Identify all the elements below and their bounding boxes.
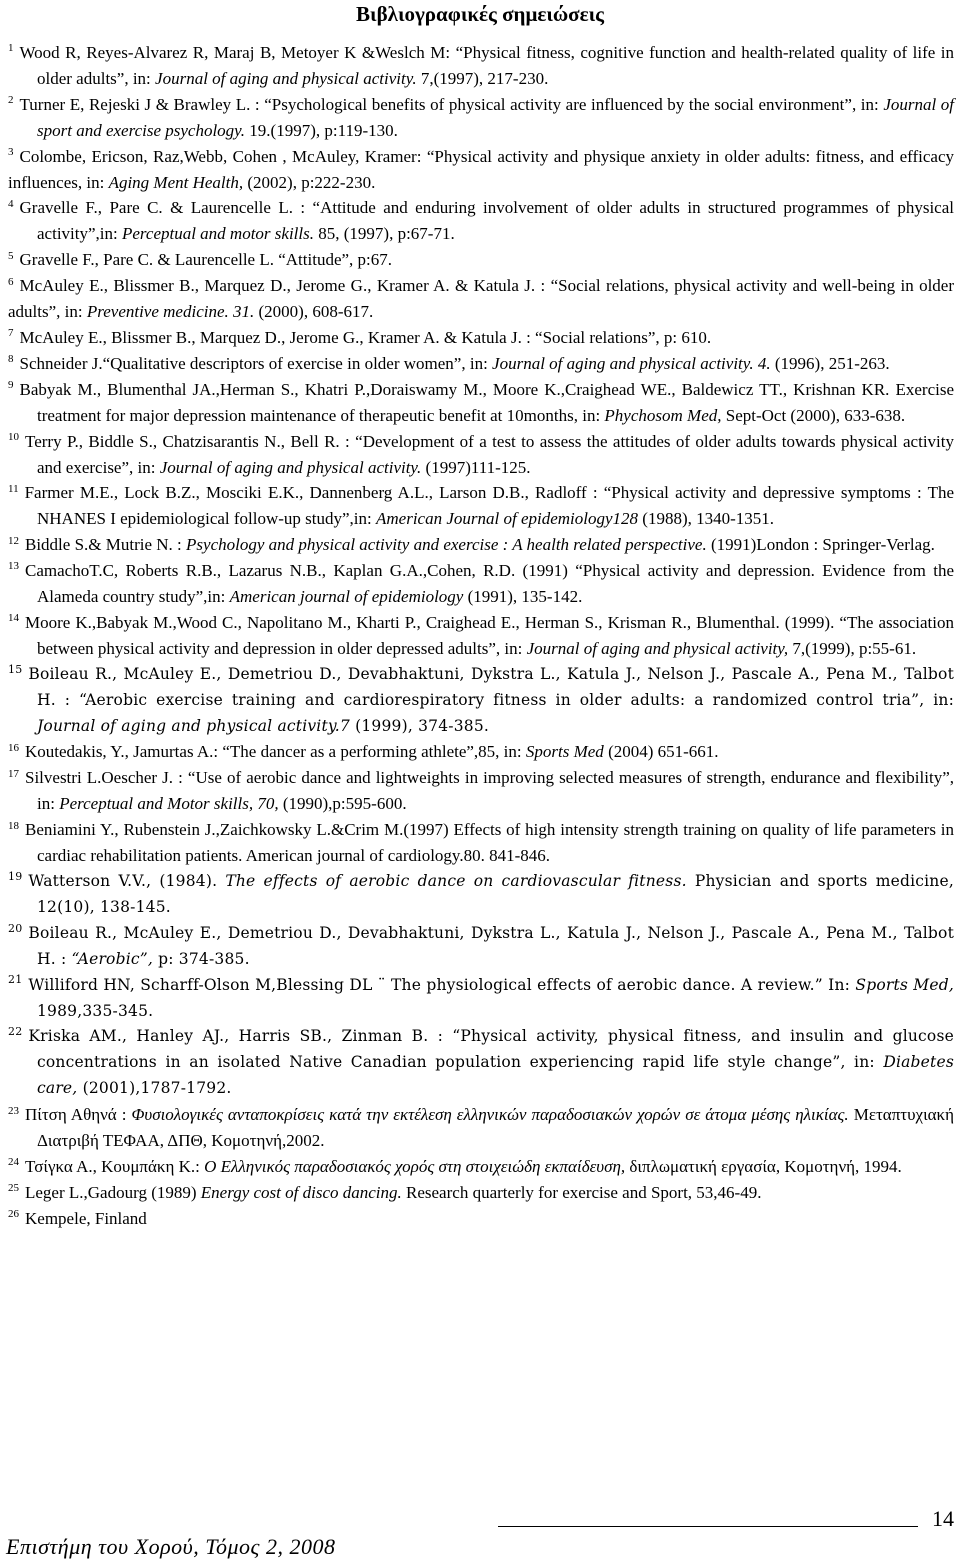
reference-item: [8, 40, 954, 92]
reference-source: “Aerobic”,: [71, 949, 153, 968]
reference-source: Aging Ment Health,: [108, 172, 244, 192]
reference-number: 26: [8, 1208, 19, 1221]
reference-item: [8, 921, 954, 973]
reference-text: Koutedakis, Y., Jamurtas A.: “The dancer as a performing athlete”,85, in:: [25, 742, 522, 762]
reference-text: Beniamini Y., Rubenstein J.,Zaichkowsky L.&Crim M.(1997) Effects of high intensity strength training on quality of life parameters in cardiac rehabilitation patients. American journal of cardiology.80. 841-846.: [25, 820, 954, 866]
reference-number: 1: [8, 42, 14, 55]
reference-source: Perceptual and motor skills.: [121, 224, 314, 244]
reference-details: 1989,335-345.: [37, 1001, 154, 1020]
reference-text: Turner E, Rejeski J & Brawley L. : “Psychological benefits of physical activity are influenced by the social environment”, in:: [19, 94, 879, 114]
page-number: 14: [932, 1506, 954, 1531]
reference-number: 9: [8, 379, 14, 392]
reference-number: 16: [8, 741, 19, 754]
reference-item: [8, 1102, 954, 1154]
reference-source: Sports Med,: [855, 975, 954, 994]
reference-details: 85, (1997), p:67-71.: [318, 224, 455, 244]
reference-source: Journal of aging and physical activity.: [159, 457, 422, 477]
reference-number: 21: [8, 973, 23, 987]
reference-details: (1999), 374-385.: [355, 716, 490, 735]
reference-text: Gravelle F., Pare C. & Laurencelle L. “Attitude”, p:67.: [19, 250, 393, 270]
reference-details: p: 374-385.: [158, 949, 250, 968]
reference-text: Boileau R., McAuley E., Demetriou D., Devabhaktuni, Dykstra L., Katula J., Nelson J., Pascale A., Pena M., Talbot H. : “Aerobic exercise training and cardiorespiratory fitness in older adults: a randomized control tria”, in:: [28, 664, 954, 709]
reference-number: 11: [8, 482, 19, 495]
reference-item: [8, 325, 954, 351]
reference-details: (2000), 608-617.: [258, 302, 374, 322]
reference-text: Kriska AM., Hanley AJ., Harris SB., Zinman B. : “Physical activity, physical fitness, and insulin and glucose concentrations in an isolated Native Canadian population experiencing rapid life style change”, in:: [28, 1027, 954, 1072]
reference-source: Preventive medicine. 31.: [86, 302, 255, 322]
reference-source: Perceptual and Motor skills, 70,: [59, 794, 279, 814]
reference-text: McAuley E., Blissmer B., Marquez D., Jerome G., Kramer A. & Katula J. : “Social relations”, p: 610.: [19, 327, 712, 347]
reference-item: [8, 92, 954, 144]
reference-details: 19.(1997), p:119-130.: [249, 120, 398, 140]
reference-text: McAuley E., Blissmer B., Marquez D., Jerome G., Kramer A. & Katula J. : “Social relations, physical activity and well-being in older adults”, in:: [8, 276, 954, 322]
reference-source: Journal of aging and physical activity. 4.: [492, 353, 771, 373]
reference-number: 18: [8, 819, 19, 832]
reference-item: [8, 532, 954, 558]
reference-text: Wood R, Reyes-Alvarez R, Maraj B, Metoyer K &Weslch M: “Physical fitness, cognitive function and health-related quality of life in older adults”, in:: [19, 43, 954, 88]
reference-text: Silvestri L.Oescher J. : “Use of aerobic dance and lightweights in improving selected measures of strength, endurance and flexibility”, in:: [25, 768, 954, 814]
reference-text: Moore K.,Babyak M.,Wood C., Napolitano M., Kharti P., Craighead E., Herman S., Krisman R., Blumenthal. (1999). “The association between physical activity and depression in older depressed adults”, in:: [25, 612, 954, 658]
reference-text: Biddle S.& Mutrie N. :: [25, 535, 182, 555]
reference-number: 14: [8, 612, 19, 625]
reference-source: Phychosom Med,: [604, 405, 722, 425]
reference-item: [8, 973, 954, 1025]
reference-item: [8, 247, 954, 273]
footer-journal: Επιστήμη του Χορού, Τόμος 2, 2008: [6, 1534, 336, 1559]
reference-source: Φυσιολογικές ανταποκρίσεις κατά την εκτέλεση ελληνικών παραδοσιακών χορών σε άτομα μέσης ηλικίας.: [131, 1105, 849, 1125]
reference-source: Ο Ελληνικός παραδοσιακός χορός στη στοιχειώδη εκπαίδευση,: [204, 1156, 626, 1176]
reference-details: (1990),p:595-600.: [282, 794, 407, 814]
reference-item: [8, 144, 954, 196]
footer-divider: [498, 1526, 918, 1527]
reference-item: [8, 429, 954, 481]
reference-number: 5: [8, 249, 14, 262]
reference-source: The effects of aerobic dance on cardiovascular fitness.: [225, 872, 687, 890]
reference-item: [8, 817, 954, 869]
reference-details: Research quarterly for exercise and Sport, 53,46-49.: [406, 1182, 762, 1202]
reference-source: American journal of epidemiology: [229, 587, 464, 607]
reference-source: Energy cost of disco dancing.: [200, 1182, 402, 1202]
reference-source: Journal of aging and physical activity.: [155, 68, 417, 88]
reference-item: [8, 1024, 954, 1102]
reference-text: Watterson V.V., (1984).: [28, 872, 218, 890]
reference-details: διπλωματική εργασία, Κομοτηνή, 1994.: [629, 1156, 902, 1176]
reference-number: 25: [8, 1182, 19, 1195]
reference-list: [8, 40, 954, 1232]
reference-item: [8, 869, 954, 921]
reference-source: Journal of aging and physical activity.7: [37, 716, 350, 735]
reference-number: 6: [8, 275, 14, 288]
reference-details: Physician and sports medicine, 12(10), 138-145.: [37, 872, 954, 916]
reference-item: [8, 377, 954, 429]
reference-source: American Journal of epidemiology128: [376, 509, 639, 529]
reference-number: 20: [8, 921, 23, 935]
reference-number: 23: [8, 1104, 19, 1117]
reference-number: 19: [8, 869, 23, 883]
reference-number: 7: [8, 327, 14, 340]
reference-text: Boileau R., McAuley E., Demetriou D., Devabhaktuni, Dykstra L., Katula J., Nelson J., Pascale A., Pena M., Talbot H. :: [28, 923, 954, 968]
reference-text: Babyak M., Blumenthal JA.,Herman S., Khatri P.,Doraiswamy M., Moore K.,Craighead WE., Baldewicz TT., Krishnan KR. Exercise treatment for major depression maintenance of therapeutic benefit at 10months, in:: [19, 379, 954, 425]
reference-text: Schneider J.“Qualitative descriptors of exercise in older women”, in:: [19, 353, 488, 373]
reference-number: 17: [8, 767, 19, 780]
reference-details: (1996), 251-263.: [774, 353, 890, 373]
reference-text: Gravelle F., Pare C. & Laurencelle L. : “Attitude and enduring involvement of older adults in structured programmes of physical activity”,in:: [19, 198, 954, 244]
reference-source: Journal of aging and physical activity,: [526, 638, 789, 658]
reference-item: [8, 480, 954, 532]
reference-source: Diabetes care,: [37, 1053, 954, 1098]
reference-number: 2: [8, 94, 14, 107]
reference-number: 13: [8, 560, 19, 573]
reference-number: 24: [8, 1156, 19, 1169]
reference-item: [8, 195, 954, 247]
page-title: Βιβλιογραφικές σημειώσεις: [356, 2, 604, 26]
reference-item: [8, 351, 954, 377]
reference-text: Kempele, Finland: [25, 1208, 147, 1228]
reference-text: Leger L.,Gadourg (1989): [25, 1182, 197, 1202]
reference-details: Sept-Oct (2000), 633-638.: [725, 405, 906, 425]
reference-number: 10: [8, 430, 19, 443]
reference-number: 22: [8, 1025, 23, 1039]
reference-details: (2004) 651-661.: [608, 742, 719, 762]
reference-details: 7,(1999), p:55-61.: [792, 638, 917, 658]
reference-details: (2001),1787-1792.: [82, 1079, 232, 1098]
reference-item: [8, 765, 954, 817]
reference-item: [8, 662, 954, 740]
reference-details: (1991), 135-142.: [467, 587, 583, 607]
reference-item: [8, 1206, 954, 1232]
reference-details: (1988), 1340-1351.: [642, 509, 775, 529]
reference-details: (2002), p:222-230.: [247, 172, 376, 192]
reference-item: [8, 1180, 954, 1206]
reference-item: [8, 610, 954, 662]
reference-text: Williford HN, Scharff-Olson M,Blessing DL ¨ The physiological effects of aerobic dance. A review.” In:: [28, 975, 851, 994]
reference-item: [8, 273, 954, 325]
reference-item: [8, 558, 954, 610]
reference-source: Journal of sport and exercise psychology.: [37, 94, 955, 140]
reference-number: 4: [8, 197, 14, 210]
reference-text: Farmer M.E., Lock B.Z., Mosciki E.K., Dannenberg A.L., Larson D.B., Radloff : “Physical activity and depressive symptoms : The NHANES I epidemiological follow-up study”,in:: [24, 483, 954, 529]
reference-text: Πίτση Αθηνά :: [25, 1105, 127, 1125]
reference-text: Terry P., Biddle S., Chatzisarantis N., Bell R. : “Development of a test to assess the attitudes of older adults towards physical activity and exercise”, in:: [25, 431, 954, 477]
reference-source: Sports Med: [525, 742, 604, 762]
reference-details: 7,(1997), 217-230.: [420, 68, 549, 88]
reference-details: Μεταπτυχιακή Διατριβή ΤΕΦΑΑ, ΔΠΘ, Κομοτηνή,2002.: [37, 1105, 955, 1151]
page-footer: [0, 1504, 960, 1564]
reference-number: 8: [8, 353, 14, 366]
reference-number: 15: [8, 662, 23, 676]
reference-details: (1997)111-125.: [425, 457, 531, 477]
reference-text: CamachoT.C, Roberts R.B., Lazarus N.B., Kaplan G.A.,Cohen, R.D. (1991) “Physical activity and depression. Evidence from the Alameda country study”,in:: [25, 561, 954, 607]
reference-number: 3: [8, 145, 14, 158]
reference-source: Psychology and physical activity and exercise : A health related perspective.: [186, 535, 707, 555]
reference-number: 12: [8, 534, 19, 547]
reference-item: [8, 1154, 954, 1180]
reference-text: Τσίγκα Α., Κουμπάκη Κ.:: [25, 1156, 200, 1176]
reference-text: Colombe, Ericson, Raz,Webb, Cohen , McAuley, Kramer: “Physical activity and physique anxiety in older adults: fitness, and efficacy influences, in:: [8, 146, 954, 192]
reference-item: [8, 739, 954, 765]
reference-details: (1991)London : Springer-Verlag.: [710, 535, 935, 555]
